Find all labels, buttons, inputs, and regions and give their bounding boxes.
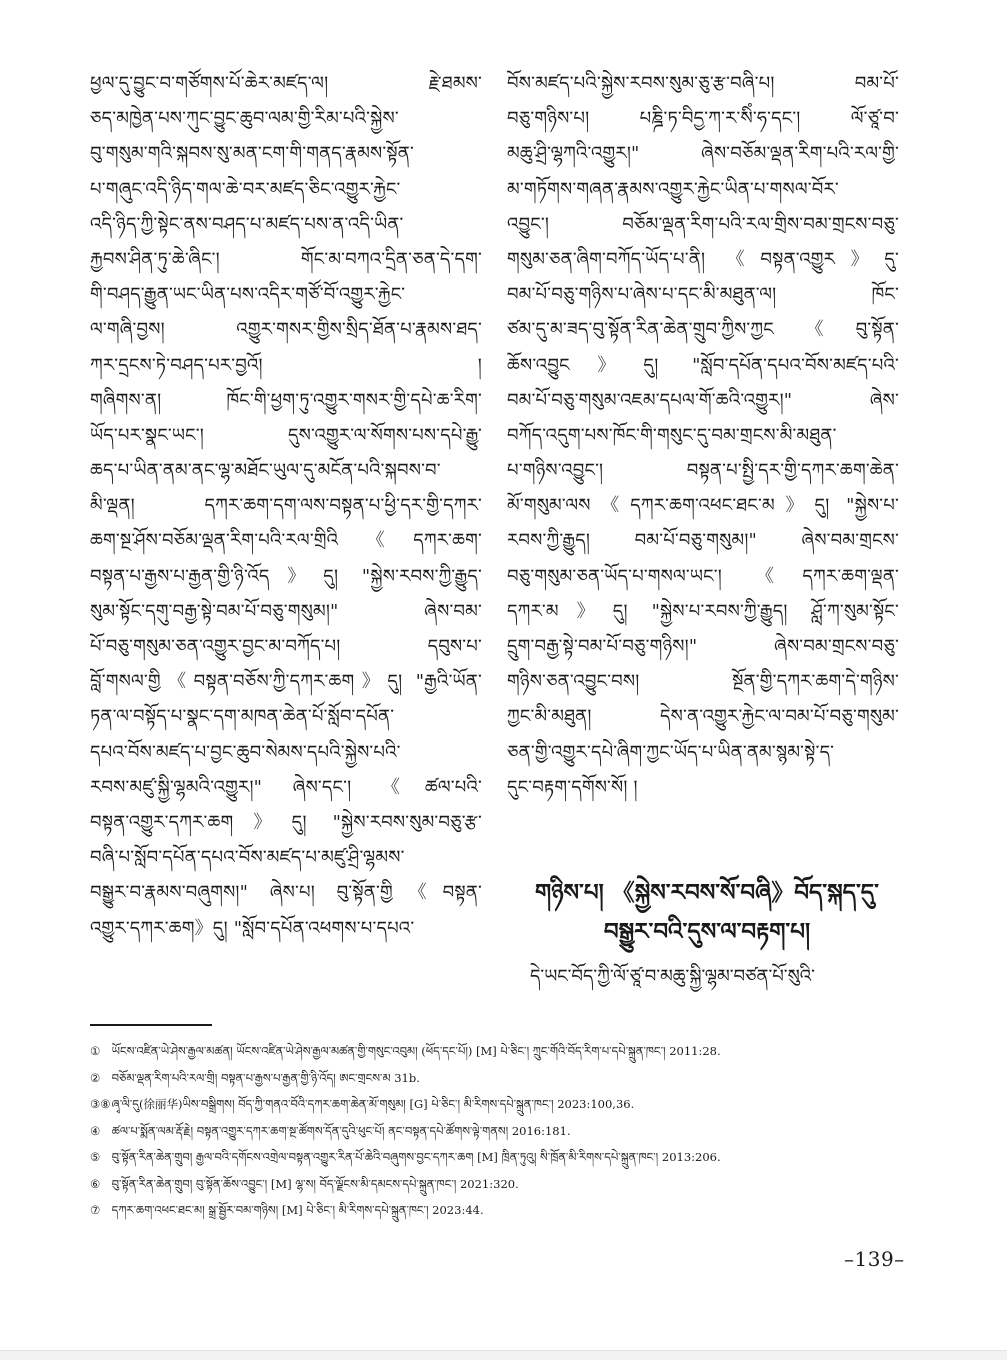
text-line: བསྒྱུར་བ་རྣམས་བཞུགས།" ཞེས་པ། བུ་སྟོན་གྱི《བསྟན་ <box>90 882 482 904</box>
text-line: མི་ལྡན། དཀར་ཆག་དག་ལས་བསྟན་པ་ཕྱི་དར་གྱི་དཀར་ <box>90 495 482 517</box>
footnote-text: ཚལ་པ་སྨོན་ལམ་རྡོ་རྗེ། བསྟན་འགྱུར་དཀར་ཆག་སྔ་ཚོགས་དོན་དུའི་ཕུང་པོ། ནང་བསྟན་དཔེ་ཚོགས་ལྟེ་གནས། 2016:181. <box>111 1123 571 1138</box>
footnote-item <box>90 1118 910 1145</box>
text-line: གསུམ་ཅན་ཞིག་བཀོད་ཡོད་པ་ནི། 《བསྟན་འགྱུར》དུ་ <box>507 248 899 270</box>
text-line: བོས་མཛད་པའི་སྐྱེས་རབས་སུམ་ཅུ་རྩ་བཞི་པ། བམ་པོ་ <box>507 73 899 94</box>
text-line: གཞིགས་ན། ཁོང་གི་ཕྱག་ཏུ་འགྱུར་གསར་གྱི་དཔེ་ཆ་རིག་ <box>90 389 482 411</box>
footnote-number: ① <box>90 1044 101 1058</box>
right-text-column <box>507 66 899 805</box>
text-line: ཆོས་འབྱུང》དུ། "སློབ་དཔོན་དཔའ་བོས་མཛད་པའི་ <box>507 354 899 376</box>
text-line: ཡོད་པར་སྣང་ཡང་། དུས་འགྱུར་ལ་སོགས་པས་དཔེ་རྒྱུ་ <box>90 424 482 446</box>
text-line: བསྟན་འགྱུར་དཀར་ཆག》དུ། "སྐྱེས་རབས་སུམ་བཅུ་རྩ་ <box>90 811 482 833</box>
footnote-number: ⑦ <box>90 1203 101 1217</box>
footnote-item <box>90 1197 910 1224</box>
text-line: བསྟན་པ་རྒྱས་པ་རྒྱན་གྱི་ཉི་འོད》དུ། "སྐྱེས་རབས་ཀྱི་རྒྱུད་ <box>90 565 482 587</box>
section-opening-line: དེ་ཡང་བོད་ཀྱི་ལོ་ཙཱ་བ་མཆུ་སྐྱི་ལྷམ་བཙན་པོ་སུའི་ <box>530 966 815 987</box>
text-line: མ་གཏོགས་གཞན་རྣམས་འགྱུར་རྐྱེང་ཡིན་པ་གསལ་བོར་ <box>507 178 839 200</box>
section-heading-line-1: གཉིས་པ། 《སྐྱེས་རབས་སོ་བཞི》བོད་སྐད་དུ་ <box>535 879 879 906</box>
text-line: ཆད་པ་ཡིན་ནམ་ནང་ལྷ་མཐོང་ཡུལ་དུ་མངོན་པའི་སྐབས་བ་ <box>90 460 441 482</box>
footnote-item <box>90 1038 910 1065</box>
footnote-item <box>90 1171 910 1198</box>
text-line: ཕྱལ་དུ་བྱུང་བ་གཙོགས་པོ་ཆེར་མཛད་ལ། རྗེ་ཐམས་ <box>90 73 482 94</box>
footnotes <box>90 1038 910 1224</box>
text-line: ཙམ་དུ་མ་ཟད་བུ་སྟོན་རིན་ཆེན་གྲུབ་ཀྱིས་ཀྱང《བུ་སྟོན་ <box>507 319 899 341</box>
footnote-text: བཅོམ་ལྡན་རིག་པའི་རལ་གྲི། བསྟན་པ་རྒྱས་པ་རྒྱན་གྱི་ཉི་འོད། ཨང་གྲངས་མ 31b. <box>111 1070 420 1085</box>
footnote-item <box>90 1091 910 1118</box>
text-line: མོ་གསུམ་ལས《དཀར་ཆག་འཕང་ཐང་མ》དུ། "སྐྱེས་པ་ <box>507 495 899 517</box>
text-line: ཅད་མཁྱེན་པས་ཀུང་བྱུང་ཆུབ་ལམ་གྱི་རིམ་པའི་སྐྱེས་ <box>90 108 399 130</box>
footnote-text: ཞྭ་ལི་དུ(徐丽华)ཡིས་བསྒྲིགས། བོད་ཀྱི་གནའ་བོའི་དཀར་ཆག་ཆེན་མོ་གསུམ། [G] པེ་ཅིང་། མི་རིགས་དཔེ་སྐྲུན་ཁང་། 2023:100,36. <box>111 1097 635 1111</box>
footnote-text: ཡོངས་འཛིན་ཡེ་ཤེས་རྒྱལ་མཚན། ཡོངས་འཛིན་ཡེ་ཤེས་རྒྱལ་མཚན་གྱི་གསུང་འབུམ། (ཕོད་དང་པོ།) [M] པེ་ཅིང་། ཀྲུང་གོའི་བོད་རིག་པ་དཔེ་སྐྲུན་ཁང་། 2011:28. <box>111 1044 721 1058</box>
text-line: འདི་ཉིད་ཀྱི་སྟེང་ནས་བཤད་པ་མཛད་པས་ན་འདི་ཡིན་ <box>90 213 404 235</box>
footnote-number: ⑤ <box>90 1150 101 1164</box>
footnote-number: ③⑧ <box>90 1097 111 1111</box>
text-line: ཏན་ལ་བསྟོད་པ་སྣང་དག་མཁན་ཆེན་པོ་སློབ་དཔོན་ <box>90 706 395 728</box>
footnote-item <box>90 1065 910 1092</box>
text-line: དཀར་མ》དུ། "སྐྱེས་པ་རབས་ཀྱི་རྒྱུད། ཤློ་ཀ་སུམ་སྟོང་ <box>507 600 899 622</box>
text-line: འབྱུང་། བཅོམ་ལྡན་རིག་པའི་རལ་གྲིས་བམ་གྲངས་བཅུ་ <box>507 213 899 235</box>
text-line: པ་གཞུང་འདི་ཉིད་གལ་ཆེ་བར་མཛད་ཅིང་འགྱུར་རྐྱེང་ <box>90 178 401 200</box>
text-line: འགྱུར་དཀར་ཆག》དུ། "སློབ་དཔོན་འཕགས་པ་དཔའ་ <box>90 917 415 939</box>
footnote-number: ④ <box>90 1123 101 1138</box>
text-line: པ་གཉིས་འབྱུང་། བསྟན་པ་སྤྱི་དར་གྱི་དཀར་ཆག་ཆེན་ <box>507 460 899 482</box>
left-text-column <box>90 66 482 946</box>
footnote-text: བུ་སྟོན་རིན་ཆེན་གྲུབ། རྒྱལ་བའི་དགོངས་འགྲེལ་བསྟན་འགྱུར་རིན་པོ་ཆེའི་བཞུགས་བྱང་དཀར་ཆག [M] ཁྲིན་ཏུའུ། སི་ཁྲོན་མི་རིགས་དཔེ་སྐྲུན་ཁང་། 2013:206. <box>111 1150 721 1164</box>
text-line: དུང་བརྟག་དགོས་སོ། ། <box>507 776 638 798</box>
text-line: བཞི་པ་སློབ་དཔོན་དཔའ་བོས་མཛད་པ་མཛུ་ཤྲི་ལྷམས་ <box>90 847 405 869</box>
footnote-text: བུ་སྟོན་རིན་ཆེན་གྲུབ། བུ་སྟོན་ཆོས་འབྱུང་། [M] ལྷ་ས། བོད་ལྗོངས་མི་དམངས་དཔེ་སྐྲུན་ཁང་། 2021:320. <box>111 1176 519 1191</box>
text-line: པོ་བཅུ་གསུམ་ཅན་འགྱུར་བྱང་མ་བཀོད་པ། དབུས་པ་ <box>90 636 482 657</box>
text-line: རབས་མཛུ་སྐྱི་ལྷམའི་འགྱུར།" ཞེས་དང་། 《ཚལ་པའི་ <box>90 776 482 798</box>
section-heading-line-2: བསྒྱུར་བའི་དུས་ལ་བརྟག་པ། <box>603 918 811 945</box>
footnote-text: དཀར་ཆག་འཕང་ཐང་མ། སྒྲ་སྦྱོར་བམ་གཉིས། [M] པེ་ཅིང་། མི་རིགས་དཔེ་སྐྲུན་ཁང་། 2023:44. <box>111 1203 484 1217</box>
text-line: བམ་པོ་བཅུ་གཉིས་པ་ཞེས་པ་དང་མི་མཐུན་ལ། ཁོང་ <box>507 284 899 306</box>
text-line: གཉིས་ཅན་འབྱུང་བས། སྔོན་གྱི་དཀར་ཆག་དེ་གཉིས་ <box>507 671 899 693</box>
footnote-item <box>90 1144 910 1171</box>
text-line: ཅན་གྱི་འགྱུར་དཔེ་ཞིག་ཀྱང་ཡོད་པ་ཡིན་ནམ་སྙམ་སྟེ་ད་ <box>507 741 835 763</box>
text-line: དྲུག་བརྒྱ་སྟེ་བམ་པོ་བཅུ་གཉིས།" ཞེས་བམ་གྲངས་བཅུ་ <box>507 636 899 657</box>
footnote-separator <box>90 1024 212 1026</box>
text-line: ལ་གཞི་བྱས། འགྱུར་གསར་གྱིས་སྲིད་ཐོན་པ་རྣམས་ཐད་ <box>90 319 482 341</box>
text-line: བམ་པོ་བཅུ་གསུམ་འཇམ་དཔལ་གོ་ཆའི་འགྱུར།" ཞེས་ <box>507 389 899 411</box>
text-line: ཀྱང་མི་མཐུན། དེས་ན་འགྱུར་རྐྱེང་ལ་བམ་པོ་བཅུ་གསུམ་ <box>507 706 899 728</box>
text-line: དཔའ་བོས་མཛད་པ་བྱང་ཆུབ་སེམས་དཔའི་སྐྱེས་པའི་ <box>90 741 401 763</box>
text-line: ཆག་སྔ་ཤོས་བཅོམ་ལྡན་རིག་པའི་རལ་གྲིའི《དཀར་ཆག་ <box>90 530 482 552</box>
text-line: བུ་གསུམ་གའི་སྐབས་སུ་མན་ངག་གི་གནད་རྣམས་སྟོན་ <box>90 143 414 165</box>
text-line: སུམ་སྟོང་དགུ་བརྒྱ་སྟེ་བམ་པོ་བཅུ་གསུམ།" ཞེས་བམ་ <box>90 600 482 622</box>
page-number: –139– <box>844 1247 905 1271</box>
footnote-number: ⑥ <box>90 1176 101 1191</box>
text-line: ཀར་དྲངས་ཏེ་བཤད་པར་བྱའོ། ། <box>90 354 482 376</box>
text-line: རབས་ཀྱི་རྒྱུད། བམ་པོ་བཅུ་གསུམ།" ཞེས་བམ་གྲངས་ <box>507 530 899 552</box>
text-line: བཅུ་གཉིས་པ། པཎྜི་ཏ་བིདྱ་ཀ་ར་སིཾ་ཧ་དང་། ལོ་ཙཱ་བ་ <box>507 108 899 130</box>
text-line: བཀོད་འདུག་པས་ཁོང་གི་གསུང་དུ་བམ་གྲངས་མི་མཐུན་ <box>507 424 837 446</box>
text-line: གི་བཤད་རྒྱུན་ཡང་ཡིན་པས་འདིར་གཙོ་བོ་འགྱུར་རྐྱེང་ <box>90 284 406 306</box>
footnote-number: ② <box>90 1070 101 1085</box>
text-line: བློ་གསལ་གྱི《བསྟན་བཅོས་ཀྱི་དཀར་ཆག》དུ། "རྒྱའི་ཡོན་ <box>90 671 482 693</box>
text-line: མཆུ་ཤྲི་ལྷཀའི་འགྱུར།" ཞེས་བཅོམ་ལྡན་རིག་པའི་རལ་གྱི་ <box>507 143 899 165</box>
text-line: བཅུ་གསུམ་ཅན་ཡོད་པ་གསལ་ཡང་། 《དཀར་ཆག་ལྡན་ <box>507 565 899 587</box>
text-line: རྐྱབས་ཤིན་ཏུ་ཆེ་ཞིང་། གོང་མ་བཀའ་དྲིན་ཅན་དེ་དག་ <box>90 248 482 270</box>
